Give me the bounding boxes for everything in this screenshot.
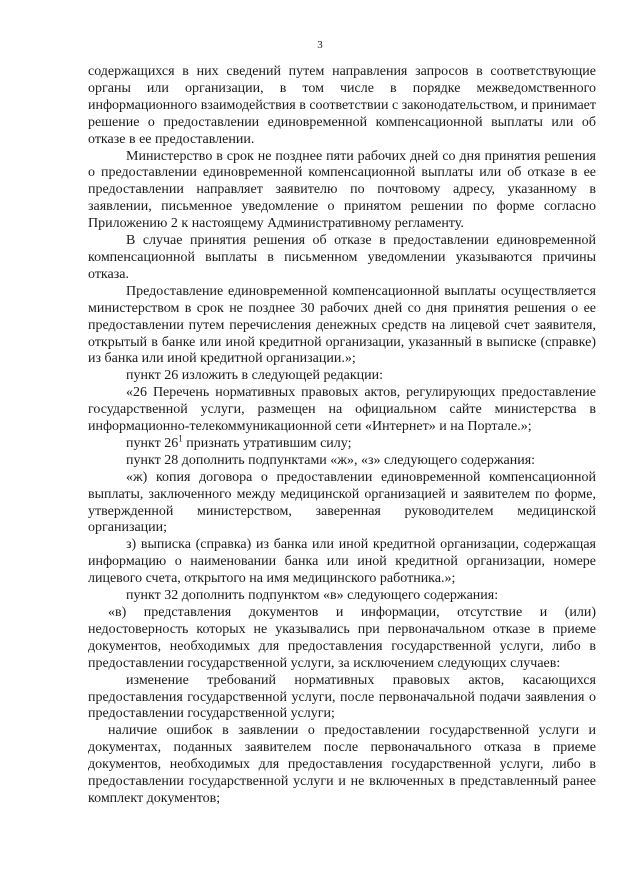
document-body: [88, 64, 596, 808]
paragraph: пункт 26 изложить в следующей редакции:: [126, 368, 383, 384]
page-number: 3: [317, 39, 323, 51]
paragraph: «в) представления документов и информации, отсутствие и (или) недостоверность которых не указывались при первоначальном отказе в приеме документов, необходимых для предоставления государственной услуги, либо в предоставлении государственной услуги, за исключением следующих случаев:: [88, 605, 596, 671]
paragraph: В случае принятия решения об отказе в предоставлении единовременной компенсационной выплаты в письменном уведомлении указываются причины отказа.: [88, 233, 596, 282]
paragraph: пункт $26^1$ признать утратившим силу;: [126, 433, 352, 451]
paragraph: з) выписка (справка) из банка или иной кредитной организации, содержащая информацию о наименовании банка или иной кредитной организации, номере лицевого счета, открытого на имя медицинского работника.»;: [88, 537, 596, 587]
paragraph: «26 Перечень нормативных правовых актов, регулирующих предоставление государственной услуги, размещен на официальном сайте министерства в информационно-телекоммуникационной сети «Интернет» и на Портале.»;: [88, 385, 596, 435]
superscript: 1: [178, 433, 183, 444]
paragraph: пункт 32 дополнить подпунктом «в» следующего содержания:: [126, 588, 499, 604]
paragraph: Предоставление единовременной компенсационной выплаты осуществляется министерством в срок не позднее 30 рабочих дней со дня принятия решения о ее предоставлении путем перечисления денежных средств на лицевой счет заявителя, открытый в банке или иной кредитной организации, указанный в выписке (справке) из банка или иной кредитной организации.»;: [88, 283, 596, 367]
paragraph: содержащихся в них сведений путем направления запросов в соответствующие органы или организации, в том числе в порядке межведомственного информационного взаимодействия в соответствии с законодательством, и принимает решение о предоставлении единовременной компенсационной выплаты или об отказе в ее предоставлении.: [88, 64, 596, 147]
paragraph: изменение требований нормативных правовых актов, касающихся предоставления государственной услуги, после первоначальной подачи заявления о предоставлении государственной услуги;: [88, 672, 596, 722]
paragraph: «ж) копия договора о предоставлении единовременной компенсационной выплаты, заключенного между медицинской организацией и заявителем по форме, утвержденной министерством, заверенная руководителем медицинской организации;: [88, 469, 596, 536]
paragraph: Министерство в срок не позднее пяти рабочих дней со дня принятия решения о предоставлении единовременной компенсационной выплаты или об отказе в ее предоставлении направляет заявителю по почтовому адресу, указанному в заявлении, письменное уведомление о принятом решении по форме согласно Приложению 2 к настоящему Административному регламенту.: [88, 148, 596, 232]
paragraph: наличие ошибок в заявлении о предоставлении государственной услуги и документах, поданных заявителем после первоначального отказа в приеме документов, необходимых для предоставления государственной услуги, либо в предоставлении государственной услуги и не включенных в представленный ранее комплект документов;: [88, 723, 596, 806]
paragraph: пункт 28 дополнить подпунктами «ж», «з» следующего содержания:: [126, 452, 536, 468]
